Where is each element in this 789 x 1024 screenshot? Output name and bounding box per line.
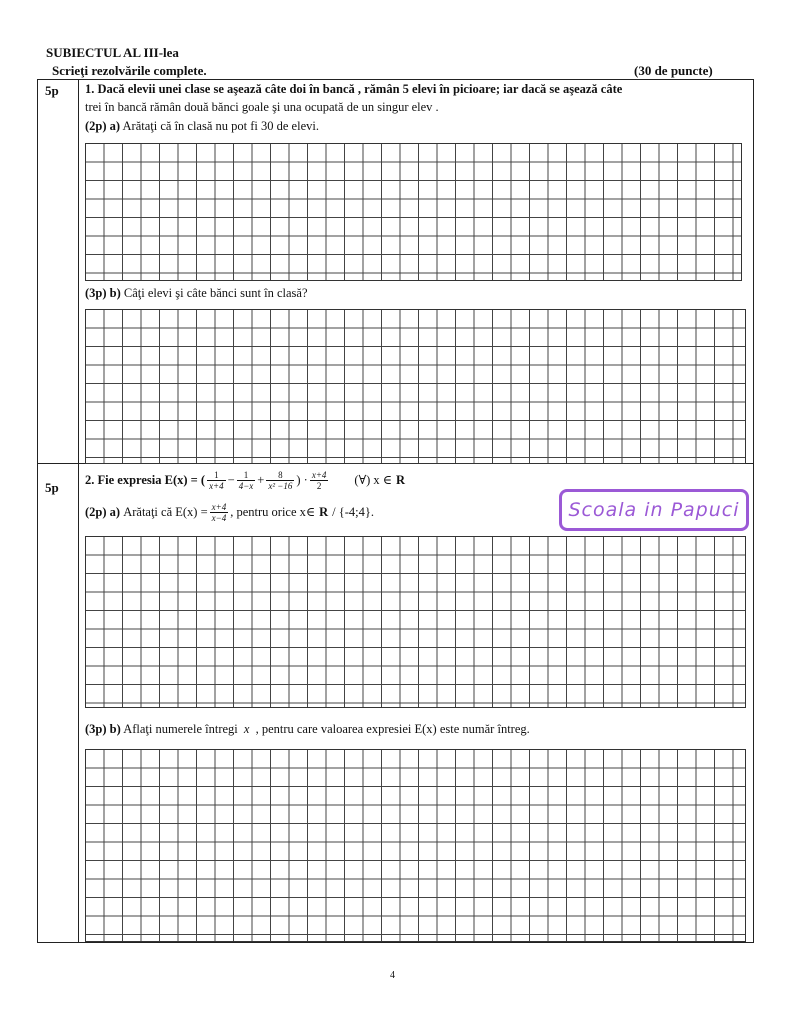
close-paren: ) · [296,472,308,487]
problem1-b-points: (3p) [85,286,107,300]
fraction-4 [310,470,329,491]
school-stamp: Scoala in Papuci [559,489,749,531]
problem2-a-points: (2p) [85,504,107,519]
problem2-points: 5p [45,480,59,495]
problem2-b-points: (3p) [85,722,107,736]
real-set-symbol: R [396,472,406,487]
problem2-b-suffix: , pentru care valoarea expresiei E(x) este număr întreg. [255,722,530,736]
operator-plus: + [257,472,265,487]
fraction-4-num: x+4 [311,469,327,480]
problem2-part-b [85,722,530,737]
problem2-b-prefix: Aflaţi numerele întregi [123,722,238,736]
fraction-3-den: x² −16 [268,480,293,491]
real-set-symbol-a: R [319,504,329,519]
problem2-a-suffix: / {-4;4}. [332,504,375,519]
problem2-b-label: b) [109,722,121,736]
section-title: SUBIECTUL AL III-lea [46,45,179,60]
problem1-points: 5p [45,83,59,98]
page-number: 4 [390,970,395,981]
answer-grid-2a[interactable] [85,536,746,708]
problem1-part-a [85,119,319,134]
fraction-result [210,502,229,523]
problem1-statement-line2: trei în bancă rămân două bănci goale şi una ocupată de un singur elev . [85,100,439,114]
problem1-b-label: b) [109,286,121,300]
answer-grid-1a[interactable] [85,143,742,281]
fraction-2 [237,470,256,491]
fraction-result-den: x−4 [211,512,227,523]
problem1-a-points: (2p) [85,119,107,133]
answer-grid-2b[interactable] [85,749,746,942]
fraction-4-den: 2 [316,480,322,491]
fraction-2-den: 4−x [238,480,254,491]
problem1-part-b [85,286,308,301]
total-points: (30 de puncte) [634,63,713,78]
fraction-1-num: 1 [207,470,226,481]
fraction-3-num: 8 [266,470,294,481]
instructions: Scrieţi rezolvările complete. [52,63,207,78]
operator-minus: − [227,472,235,487]
problem1-a-label: a) [109,119,121,133]
problem1-statement-line1 [85,82,622,97]
fraction-3 [266,470,294,491]
fraction-1 [207,470,226,491]
forall-clause: (∀) x ∈ [354,472,393,487]
problem2-statement [85,466,405,494]
problem1-a-text: Arătaţi că în clasă nu pot fi 30 de elevi. [122,119,319,133]
points-column-divider [78,79,79,943]
problem2-b-var: x [243,722,250,736]
problem1-line1: 1. Dacă elevii unei clase se aşează câte doi în bancă , rămân 5 elevi în picioare; iar dacă se aşează câte [85,82,623,96]
problem1-b-text: Câţi elevi şi câte bănci sunt în clasă? [123,286,308,300]
problem2-prefix: 2. Fie expresia E(x) = ( [85,472,206,487]
problem2-a-mid: , pentru orice x∈ [230,504,316,519]
answer-grid-1b[interactable] [85,309,746,464]
fraction-1-den: x+4 [209,480,224,491]
fraction-2-num: 1 [237,470,256,481]
problem2-a-label: a) [109,504,121,519]
problem2-a-prefix: Arătaţi că E(x) = [123,504,208,519]
problem2-part-a [85,498,374,526]
fraction-result-num: x+4 [211,501,227,512]
